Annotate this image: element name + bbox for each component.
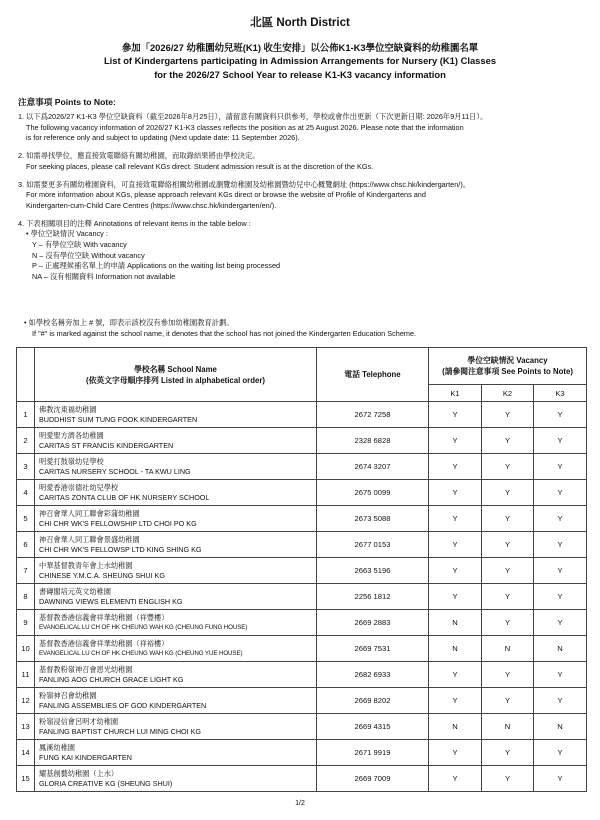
note-5-english: If "#" is marked against the school name, it denotes that the school has not joined the Kindergarten Education Scheme. bbox=[32, 328, 417, 338]
page-number: 1/2 bbox=[295, 800, 305, 807]
row-number: 12 bbox=[17, 688, 35, 714]
document-title bbox=[0, 41, 600, 81]
vacancy-k1: Y bbox=[429, 428, 482, 454]
row-number: 11 bbox=[17, 662, 35, 688]
school-name-zh: 基督教香港信義會祥華幼稚園（祥豐樓） bbox=[39, 612, 169, 622]
school-name-zh: 基督教粉嶺神召會恩光幼稚園 bbox=[39, 664, 133, 674]
school-name-zh: 基督教香港信義會祥華幼稚園（祥裕樓） bbox=[39, 638, 169, 648]
points-to-note-heading: 注意事項 Points to Note: bbox=[18, 97, 116, 107]
vacancy-k2: Y bbox=[482, 740, 534, 766]
table-row bbox=[17, 584, 587, 610]
vacancy-k3: Y bbox=[534, 688, 587, 714]
note-2-chinese: 2. 如需尋找學位，應直接致電聯絡有關幼稚園，而取錄結果將由學校決定。 bbox=[18, 151, 260, 161]
vacancy-k3: Y bbox=[534, 506, 587, 532]
row-number: 13 bbox=[17, 714, 35, 740]
vacancy-k1: Y bbox=[429, 402, 482, 428]
row-number: 15 bbox=[17, 766, 35, 792]
note-3-english-line-1: For more information about KGs, please approach relevant KGs direct or browse the website of Profile of Kindergartens and bbox=[26, 190, 426, 200]
school-name-en: GLORIA CREATIVE KG (SHEUNG SHUI) bbox=[39, 778, 173, 788]
vacancy-k1: N bbox=[429, 714, 482, 740]
telephone-cell: 2256 1812 bbox=[317, 584, 429, 610]
table-row bbox=[17, 480, 587, 506]
points-to-note bbox=[18, 112, 588, 290]
telephone-cell: 2669 4315 bbox=[317, 714, 429, 740]
school-name-cell bbox=[35, 584, 317, 610]
table-row bbox=[17, 766, 587, 792]
school-name-en: FANLING BAPTIST CHURCH LUI MING CHOI KG bbox=[39, 726, 202, 736]
vacancy-k3: Y bbox=[534, 766, 587, 792]
school-name-en: CARITAS ZONTA CLUB OF HK NURSERY SCHOOL bbox=[39, 492, 210, 502]
school-name-zh: 鳳溪幼稚園 bbox=[39, 742, 75, 752]
vacancy-k3: N bbox=[534, 714, 587, 740]
school-name-zh: 佛教沈東福幼稚園 bbox=[39, 404, 97, 414]
table-row bbox=[17, 688, 587, 714]
vacancy-k1: Y bbox=[429, 480, 482, 506]
vacancy-k1: Y bbox=[429, 662, 482, 688]
header-school-name bbox=[35, 348, 317, 402]
vacancy-k3: Y bbox=[534, 558, 587, 584]
school-name-cell bbox=[35, 480, 317, 506]
table-row bbox=[17, 610, 587, 636]
title-english-line-2: for the 2026/27 School Year to release K1-K3 vacancy information bbox=[154, 68, 446, 80]
note-1-chinese: 1. 以下爲2026/27 K1-K3 學位空缺資料（截至2026年8月25日），請留意有關資料只供參考，學校或會作出更新（下次更新日期: 2026年9月11日）。 bbox=[18, 112, 488, 121]
school-name-en: CHINESE Y.M.C.A. SHEUNG SHUI KG bbox=[39, 570, 165, 580]
table-row bbox=[17, 636, 587, 662]
telephone-cell: 2674 3207 bbox=[317, 454, 429, 480]
school-name-zh: 耀基創藝幼稚園（上水） bbox=[39, 768, 119, 778]
note-4-n: N – 沒有學位空缺 Without vacancy bbox=[32, 250, 145, 260]
school-name-cell bbox=[35, 714, 317, 740]
vacancy-k2: Y bbox=[482, 766, 534, 792]
telephone-cell: 2672 7258 bbox=[317, 402, 429, 428]
school-name-en: FANLING ASSEMBLIES OF GOD KINDERGARTEN bbox=[39, 700, 207, 710]
school-name-zh: 書磚閣培元英文幼稚園 bbox=[39, 586, 111, 596]
vacancy-k3: Y bbox=[534, 740, 587, 766]
school-name-cell bbox=[35, 402, 317, 428]
school-name-zh: 神召會華人同工聯會景盛幼稚園 bbox=[39, 534, 140, 544]
row-number: 6 bbox=[17, 532, 35, 558]
vacancy-k2: Y bbox=[482, 428, 534, 454]
school-name-cell bbox=[35, 740, 317, 766]
vacancy-k1: Y bbox=[429, 584, 482, 610]
school-name-en: EVANGELICAL LU CH OF HK CHEUNG WAH KG (CHEUNG YUE HOUSE) bbox=[39, 649, 243, 657]
vacancy-k2: Y bbox=[482, 662, 534, 688]
telephone-cell: 2663 5196 bbox=[317, 558, 429, 584]
school-name-cell bbox=[35, 532, 317, 558]
header-school-name-zh: 學校名稱 School Name bbox=[134, 364, 217, 374]
vacancy-k3: Y bbox=[534, 428, 587, 454]
note-4-na: NA – 沒有相關資料 Information not available bbox=[32, 272, 176, 282]
school-name-cell bbox=[35, 636, 317, 662]
telephone-cell: 2669 8202 bbox=[317, 688, 429, 714]
vacancy-k2: Y bbox=[482, 454, 534, 480]
school-name-zh: 明愛香港崇德社幼兒學校 bbox=[39, 482, 119, 492]
row-number: 2 bbox=[17, 428, 35, 454]
telephone-cell: 2669 7009 bbox=[317, 766, 429, 792]
vacancy-k1: Y bbox=[429, 558, 482, 584]
table-row bbox=[17, 662, 587, 688]
school-name-zh: 神召會華人同工聯會彩蒲幼稚園 bbox=[39, 508, 140, 518]
table-header-row bbox=[17, 348, 587, 385]
vacancy-k2: N bbox=[482, 714, 534, 740]
vacancy-k3: Y bbox=[534, 662, 587, 688]
table-row bbox=[17, 506, 587, 532]
school-name-cell bbox=[35, 428, 317, 454]
vacancy-k2: Y bbox=[482, 532, 534, 558]
row-number: 10 bbox=[17, 636, 35, 662]
table-row bbox=[17, 740, 587, 766]
note-3-english-line-2: Kindergarten-cum-Child Care Centres (https://www.chsc.hk/kindergarten/en/). bbox=[26, 200, 277, 210]
note-4-heading: 4. 下表相關項目的注釋 Annotations of relevant items in the table below : bbox=[18, 218, 251, 228]
telephone-cell: 2682 6933 bbox=[317, 662, 429, 688]
school-name-cell bbox=[35, 688, 317, 714]
row-number: 14 bbox=[17, 740, 35, 766]
vacancy-k3: Y bbox=[534, 480, 587, 506]
header-vacancy-note: (請參閱注意事項 See Points to Note) bbox=[442, 367, 573, 376]
school-name-cell bbox=[35, 766, 317, 792]
school-name-zh: 明愛打鼓嶺幼兒學校 bbox=[39, 456, 104, 466]
row-number: 5 bbox=[17, 506, 35, 532]
table-row bbox=[17, 532, 587, 558]
row-number: 4 bbox=[17, 480, 35, 506]
school-name-en: CARITAS NURSERY SCHOOL - TA KWU LING bbox=[39, 466, 191, 476]
note-4 bbox=[18, 219, 588, 283]
school-name-en: CARITAS ST FRANCIS KINDERGARTEN bbox=[39, 440, 174, 450]
row-number: 9 bbox=[17, 610, 35, 636]
school-name-en: CHI CHR WK'S FELLOWSP LTD KING SHING KG bbox=[39, 544, 202, 554]
note-5 bbox=[24, 318, 416, 339]
school-name-zh: 粉嶺浸信會呂明才幼稚園 bbox=[39, 716, 119, 726]
table-row bbox=[17, 558, 587, 584]
vacancy-k2: Y bbox=[482, 558, 534, 584]
kindergarten-table bbox=[16, 347, 587, 792]
vacancy-k3: Y bbox=[534, 402, 587, 428]
school-name-zh: 明愛聖方濟各幼稚園 bbox=[39, 430, 104, 440]
note-1-english-line-1: The following vacancy information of 2026/27 K1-K3 classes reflects the position as at 25 August 2026. Please note that the information bbox=[26, 122, 464, 132]
vacancy-k3: Y bbox=[534, 610, 587, 636]
vacancy-k1: Y bbox=[429, 740, 482, 766]
note-4-p: P – 正處理候補名單上的申請 Applications on the waiting list being processed bbox=[32, 261, 281, 271]
vacancy-k2: Y bbox=[482, 610, 534, 636]
vacancy-k1: Y bbox=[429, 454, 482, 480]
school-name-cell bbox=[35, 506, 317, 532]
vacancy-k3: N bbox=[534, 636, 587, 662]
table-row bbox=[17, 428, 587, 454]
vacancy-k3: Y bbox=[534, 454, 587, 480]
telephone-cell: 2669 2883 bbox=[317, 610, 429, 636]
note-3 bbox=[18, 180, 588, 212]
school-name-en: BUDDHIST SUM TUNG FOOK KINDERGARTEN bbox=[39, 414, 198, 424]
vacancy-k1: Y bbox=[429, 766, 482, 792]
note-4-y: Y – 有學位空缺 With vacancy bbox=[32, 240, 127, 250]
telephone-cell: 2675 0099 bbox=[317, 480, 429, 506]
school-name-en: EVANGELICAL LU CH OF HK CHEUNG WAH KG (CHEUNG FUNG HOUSE) bbox=[39, 623, 248, 631]
note-1-english-line-2: is for reference only and subject to updating (Next update date: 11 September 2026). bbox=[26, 133, 300, 143]
note-3-chinese: 3. 如需要更多有關幼稚園資料，可直接致電聯絡相關幼稚園或瀏覽幼稚園及幼稚園暨幼兒中心概覽網址 (https://www.chsc.hk/kindergarten/)。 bbox=[18, 179, 471, 189]
district-heading: 北區 North District bbox=[250, 17, 350, 29]
header-vacancy bbox=[429, 348, 587, 385]
header-k1: K1 bbox=[429, 385, 482, 402]
vacancy-k1: Y bbox=[429, 688, 482, 714]
row-number: 3 bbox=[17, 454, 35, 480]
header-school-name-en: (依英文字母順序排列 Listed in alphabetical order) bbox=[86, 375, 265, 385]
school-name-en: DAWNING VIEWS ELEMENTI ENGLISH KG bbox=[39, 596, 183, 606]
note-2-english: For seeking places, please call relevant KGs direct. Student admission result is at the discretion of the KGs. bbox=[26, 161, 374, 171]
table-row bbox=[17, 714, 587, 740]
telephone-cell: 2673 5088 bbox=[317, 506, 429, 532]
telephone-cell: 2677 0153 bbox=[317, 532, 429, 558]
vacancy-k2: Y bbox=[482, 688, 534, 714]
vacancy-k1: Y bbox=[429, 532, 482, 558]
title-chinese: 參加「2026/27 幼稚園幼兒班(K1) 收生安排」以公佈K1-K3學位空缺資料的幼稚園名單 bbox=[121, 42, 479, 53]
vacancy-k1: Y bbox=[429, 506, 482, 532]
vacancy-k1: N bbox=[429, 636, 482, 662]
vacancy-k3: Y bbox=[534, 532, 587, 558]
telephone-cell: 2669 7531 bbox=[317, 636, 429, 662]
title-english-line-1: List of Kindergartens participating in Admission Arrangements for Nursery (K1) Classes bbox=[103, 55, 497, 67]
school-name-cell bbox=[35, 662, 317, 688]
row-number: 1 bbox=[17, 402, 35, 428]
note-5-chinese: • 如學校名稱旁加上 # 號，即表示該校沒有參加幼稚園教育計劃。 bbox=[24, 318, 234, 327]
vacancy-k2: Y bbox=[482, 584, 534, 610]
telephone-cell: 2328 6828 bbox=[317, 428, 429, 454]
vacancy-k1: N bbox=[429, 610, 482, 636]
header-k3: K3 bbox=[534, 385, 587, 402]
school-name-en: FUNG KAI KINDERGARTEN bbox=[39, 752, 132, 762]
table-row bbox=[17, 454, 587, 480]
school-name-en: CHI CHR WK'S FELLOWSHIP LTD CHOI PO KG bbox=[39, 518, 197, 528]
school-name-zh: 中華基督教青年會上水幼稚園 bbox=[39, 560, 133, 570]
row-number: 7 bbox=[17, 558, 35, 584]
school-name-en: FANLING AOG CHURCH GRACE LIGHT KG bbox=[39, 674, 184, 684]
vacancy-k2: Y bbox=[482, 402, 534, 428]
vacancy-k2: Y bbox=[482, 506, 534, 532]
school-name-cell bbox=[35, 610, 317, 636]
row-number: 8 bbox=[17, 584, 35, 610]
telephone-cell: 2671 9919 bbox=[317, 740, 429, 766]
school-name-zh: 粉嶺神召會幼稚園 bbox=[39, 690, 97, 700]
header-k2: K2 bbox=[482, 385, 534, 402]
header-number-cell bbox=[17, 348, 35, 402]
note-2 bbox=[18, 151, 588, 172]
table-row bbox=[17, 402, 587, 428]
table-body bbox=[17, 402, 587, 792]
vacancy-k2: Y bbox=[482, 480, 534, 506]
school-name-cell bbox=[35, 558, 317, 584]
header-telephone: 電話 Telephone bbox=[317, 348, 429, 402]
note-4-vacancy-label: • 學位空缺情況 Vacancy : bbox=[26, 229, 108, 239]
vacancy-k3: Y bbox=[534, 584, 587, 610]
header-vacancy-title: 學位空缺情況 Vacancy bbox=[467, 356, 548, 365]
school-name-cell bbox=[35, 454, 317, 480]
vacancy-k2: N bbox=[482, 636, 534, 662]
note-1 bbox=[18, 112, 588, 144]
